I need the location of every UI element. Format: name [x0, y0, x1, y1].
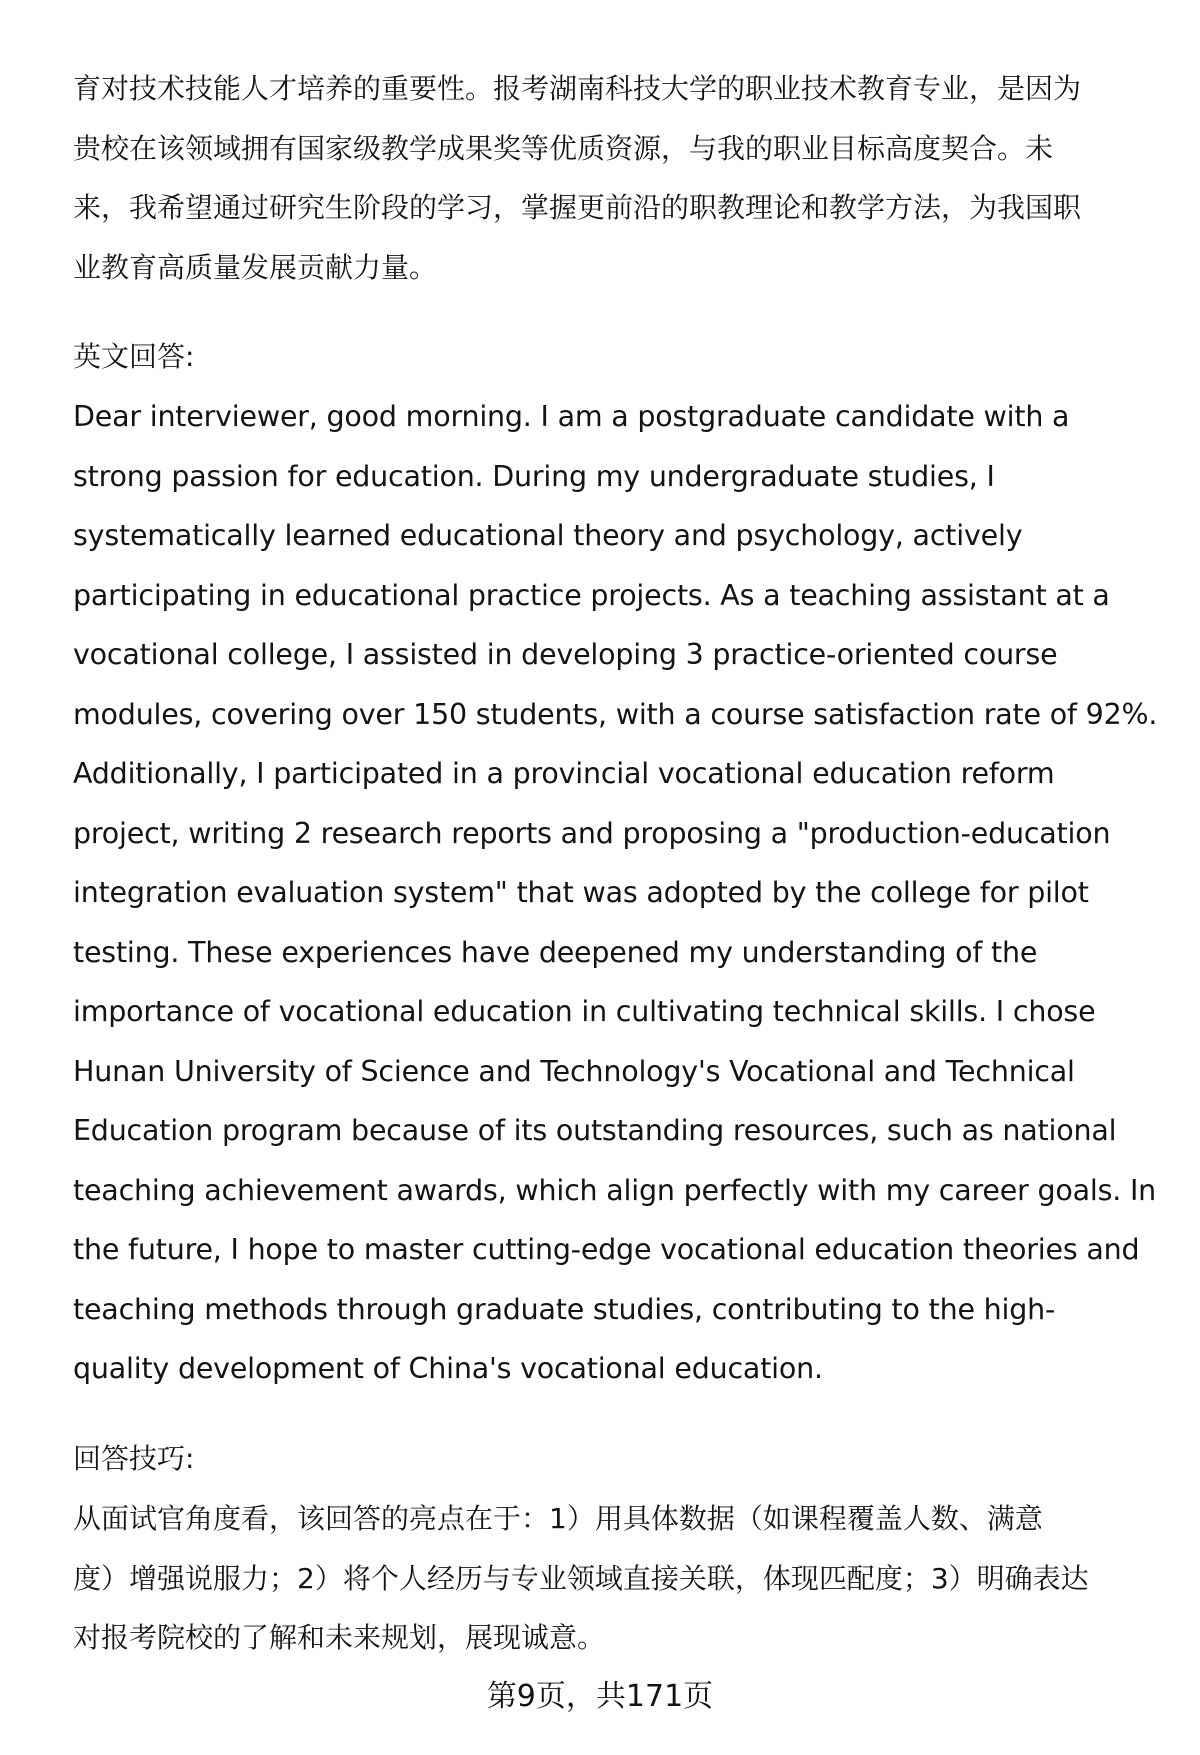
text-line: 业教育高质量发展贡献力量。 — [73, 250, 438, 284]
text-line: 度）增强说服力；2）将个人经历与专业领域直接关联，体现匹配度；3）明确表达 — [73, 1561, 1089, 1595]
text-line: vocational college, I assisted in developing 3 practice-oriented course — [73, 638, 1058, 671]
text-line: Dear interviewer, good morning. I am a postgraduate candidate with a — [73, 400, 1070, 433]
text-line: systematically learned educational theory and psychology, actively — [73, 519, 1023, 552]
text-line: Additionally, I participated in a provincial vocational education reform — [73, 757, 1055, 790]
english-answer-paragraph — [73, 387, 1163, 1399]
text-line: participating in educational practice projects. As a teaching assistant at a — [73, 578, 1110, 612]
text-line: integration evaluation system" that was adopted by the college for pilot — [73, 876, 1089, 909]
text-line: 从面试官角度看，该回答的亮点在于：1）用具体数据（如课程覆盖人数、满意 — [73, 1502, 1043, 1535]
tips-heading: 回答技巧: — [73, 1442, 195, 1475]
text-line: 来，我希望通过研究生阶段的学习，掌握更前沿的职教理论和教学方法，为我国职 — [73, 191, 1082, 224]
text-line: strong passion for education. During my undergraduate studies, I — [73, 459, 995, 493]
chinese-answer-paragraph — [73, 59, 1163, 297]
english-answer-heading: 英文回答: — [73, 340, 195, 373]
text-line: 育对技术技能人才培养的重要性。报考湖南科技大学的职业技术教育专业，是因为 — [73, 72, 1082, 105]
text-line: teaching methods through graduate studies, contributing to the high- — [73, 1292, 1056, 1326]
page-number: 第9页，共171页 — [486, 1679, 714, 1714]
text-line: project, writing 2 research reports and proposing a "production-education — [73, 816, 1111, 850]
text-line: 贵校在该领域拥有国家级教学成果奖等优质资源，与我的职业目标高度契合。未 — [73, 131, 1054, 165]
text-line: importance of vocational education in cultivating technical skills. I chose — [73, 995, 1096, 1028]
text-line: quality development of China's vocational education. — [73, 1352, 823, 1385]
text-line: 对报考院校的了解和未来规划，展现诚意。 — [73, 1621, 606, 1654]
text-line: Education program because of its outstanding resources, such as national — [73, 1114, 1117, 1147]
text-line: modules, covering over 150 students, with a course satisfaction rate of 92%. — [73, 697, 1158, 731]
text-line: the future, I hope to master cutting-edge vocational education theories and — [73, 1233, 1140, 1266]
tips-paragraph — [73, 1489, 1163, 1668]
text-line: teaching achievement awards, which align perfectly with my career goals. In — [73, 1173, 1157, 1207]
text-line: testing. These experiences have deepened my understanding of the — [73, 935, 1038, 969]
text-line: Hunan University of Science and Technology's Vocational and Technical — [73, 1054, 1075, 1088]
